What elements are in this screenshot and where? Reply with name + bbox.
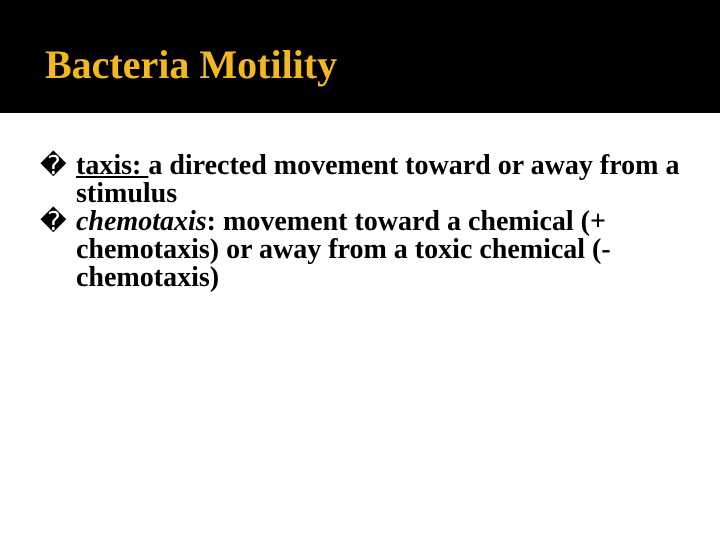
bullet-marker-icon: � xyxy=(40,151,67,181)
term-taxis: taxis: xyxy=(76,150,149,181)
title-bar xyxy=(0,0,720,113)
definition-taxis: a directed movement toward or away from a stimulus xyxy=(76,150,680,209)
term-chemotaxis: chemotaxis xyxy=(76,206,207,237)
slide-body xyxy=(40,152,690,292)
bullet-marker-icon: � xyxy=(40,207,67,237)
bullet-taxis xyxy=(40,152,690,208)
slide-title: Bacteria Motility xyxy=(45,42,338,87)
bullet-chemotaxis xyxy=(40,208,690,292)
definition-chemotaxis: : movement toward a chemical (+ chemotaxis) or away from a toxic chemical (- chemotaxis) xyxy=(76,206,611,293)
